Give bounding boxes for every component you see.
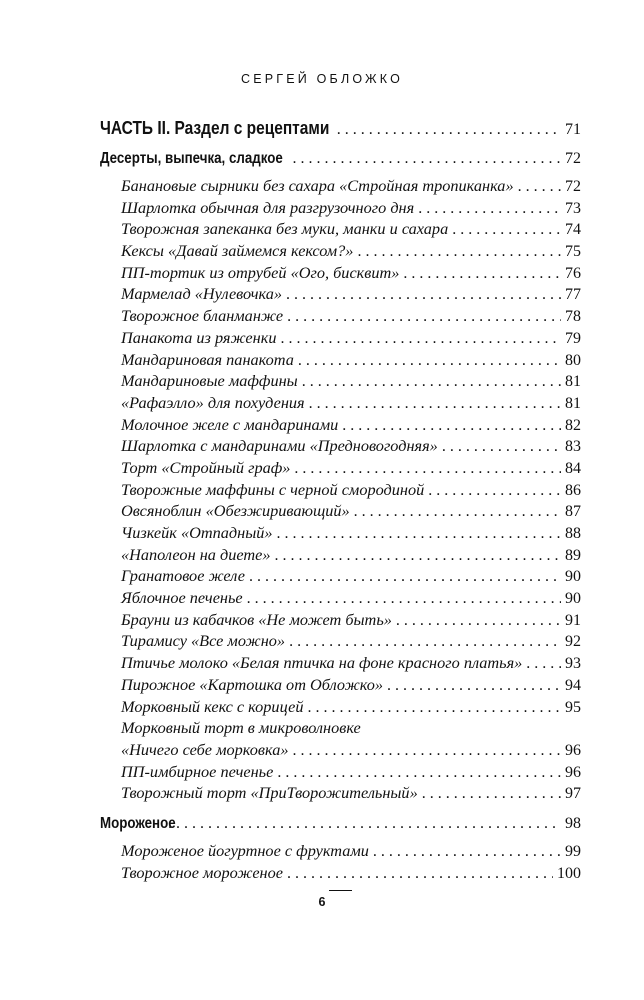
toc-entry[interactable] bbox=[100, 306, 581, 328]
leader-dots bbox=[287, 865, 553, 883]
leader-dots bbox=[287, 308, 561, 326]
toc-entry[interactable] bbox=[100, 545, 581, 567]
entry-title: Морковный торт в микроволновке bbox=[121, 718, 361, 738]
entry-page-number: 96 bbox=[565, 763, 581, 781]
entry-page-number: 73 bbox=[565, 199, 581, 217]
leader-dots bbox=[518, 178, 561, 196]
leader-dots bbox=[168, 815, 561, 833]
entry-title: ПП-имбирное печенье bbox=[121, 761, 274, 781]
entry-page-number: 83 bbox=[565, 438, 581, 456]
toc-entry[interactable] bbox=[100, 436, 581, 458]
entry-page-number: 81 bbox=[565, 373, 581, 391]
entry-title: Творожное бланманже bbox=[121, 306, 284, 326]
leader-dots bbox=[247, 590, 561, 608]
part-page-number: 71 bbox=[565, 121, 581, 138]
leader-dots bbox=[422, 785, 561, 803]
leader-dots bbox=[294, 460, 561, 478]
entry-page-number: 86 bbox=[565, 481, 581, 499]
entry-page-number: 89 bbox=[565, 546, 581, 564]
toc-entry[interactable] bbox=[100, 350, 581, 372]
entry-page-number: 80 bbox=[565, 351, 581, 369]
entry-page-number: 99 bbox=[565, 842, 581, 860]
leader-dots bbox=[452, 221, 561, 239]
leader-dots bbox=[428, 482, 561, 500]
toc-part-heading[interactable] bbox=[100, 118, 581, 146]
entry-title: Яблочное печенье bbox=[121, 588, 243, 608]
leader-dots bbox=[292, 742, 561, 760]
entry-title: «Рафаэлло» для похудения bbox=[121, 392, 305, 412]
leader-dots bbox=[337, 121, 561, 139]
leader-dots bbox=[286, 286, 561, 304]
entry-page-number: 88 bbox=[565, 525, 581, 542]
entry-page-number: 94 bbox=[565, 676, 581, 694]
section-page-number: 72 bbox=[565, 150, 581, 167]
toc-entry[interactable] bbox=[100, 393, 581, 415]
entry-title: Шарлотка обычная для разгрузочного дня bbox=[121, 197, 415, 217]
leader-dots bbox=[302, 373, 561, 391]
toc-entry[interactable] bbox=[100, 241, 581, 263]
entry-title: Брауни из кабачков «Не может быть» bbox=[121, 609, 392, 629]
footer-rule bbox=[329, 890, 352, 891]
entry-title: Овсяноблин «Обезжиривающий» bbox=[121, 501, 350, 521]
entry-page-number: 76 bbox=[565, 264, 581, 282]
toc-entry[interactable] bbox=[100, 501, 581, 523]
entry-title: Тирамису «Все можно» bbox=[121, 631, 286, 651]
part-title: ЧАСТЬ II. Раздел с рецептами bbox=[100, 118, 330, 138]
entry-title: Чизкейк «Отпадный» bbox=[121, 523, 273, 542]
toc-entry[interactable] bbox=[100, 697, 581, 719]
section-page-number: 98 bbox=[565, 814, 581, 832]
entry-page-number: 82 bbox=[565, 416, 581, 434]
entry-title: Творожное мороженое bbox=[121, 862, 284, 882]
leader-dots bbox=[309, 395, 561, 413]
toc-entry[interactable] bbox=[100, 263, 581, 285]
toc-sections bbox=[100, 150, 581, 884]
running-head: СЕРГЕЙ ОБЛОЖКО bbox=[240, 72, 404, 86]
entry-title: Морковный кекс с корицей bbox=[121, 696, 304, 716]
toc-entry[interactable] bbox=[100, 783, 581, 805]
entry-title: Творожный торт «ПриТворожительный» bbox=[121, 783, 418, 803]
toc-section-heading[interactable] bbox=[100, 815, 581, 841]
leader-dots bbox=[396, 612, 561, 630]
entry-title: «Ничего себе морковка» bbox=[121, 739, 289, 759]
entry-title: Творожные маффины с черной смородиной bbox=[121, 479, 425, 499]
entry-page-number: 92 bbox=[565, 633, 581, 651]
toc-entry[interactable] bbox=[100, 631, 581, 653]
toc-entry[interactable] bbox=[100, 718, 581, 740]
toc-entry[interactable] bbox=[100, 176, 581, 198]
entry-page-number: 74 bbox=[565, 221, 581, 239]
leader-dots bbox=[277, 525, 561, 543]
entry-page-number: 84 bbox=[565, 459, 581, 477]
entry-page-number: 90 bbox=[565, 568, 581, 586]
entry-title: Кексы «Давай займемся кексом?» bbox=[121, 241, 354, 261]
leader-dots bbox=[289, 633, 561, 651]
leader-dots bbox=[403, 265, 561, 283]
entry-page-number: 81 bbox=[565, 394, 581, 412]
leader-dots bbox=[354, 503, 561, 521]
leader-dots bbox=[293, 150, 561, 168]
entry-title: Панакота из ряженки bbox=[121, 327, 277, 347]
entry-page-number: 79 bbox=[565, 329, 581, 347]
entry-page-number: 93 bbox=[565, 655, 581, 673]
entry-page-number: 96 bbox=[565, 741, 581, 759]
entry-title: Шарлотка с мандаринами «Предновогодняя» bbox=[121, 436, 438, 456]
entry-title: Молочное желе с мандаринами bbox=[121, 414, 339, 434]
toc-entry[interactable] bbox=[100, 523, 581, 545]
entry-title: Мармелад «Нулевочка» bbox=[121, 284, 283, 304]
entry-page-number: 87 bbox=[565, 503, 581, 521]
entry-page-number: 95 bbox=[565, 698, 581, 716]
leader-dots bbox=[387, 677, 561, 695]
entry-page-number: 72 bbox=[565, 178, 581, 195]
toc-entry[interactable] bbox=[100, 588, 581, 610]
entry-title: Творожная запеканка без муки, манки и сахара bbox=[121, 219, 449, 239]
toc-entry[interactable] bbox=[100, 675, 581, 697]
toc-entry[interactable] bbox=[100, 863, 581, 885]
toc-entry[interactable] bbox=[100, 566, 581, 588]
leader-dots bbox=[373, 843, 561, 861]
entry-page-number: 100 bbox=[557, 864, 581, 882]
toc-entry[interactable] bbox=[100, 284, 581, 306]
entry-page-number: 97 bbox=[565, 785, 581, 803]
leader-dots bbox=[342, 417, 561, 435]
toc-entry[interactable] bbox=[100, 328, 581, 350]
toc-section-heading[interactable] bbox=[100, 150, 581, 176]
entry-title: Торт «Стройный граф» bbox=[121, 457, 291, 477]
toc-entry[interactable] bbox=[100, 371, 581, 393]
entry-title: Пирожное «Картошка от Обложко» bbox=[121, 674, 384, 694]
toc-entry[interactable] bbox=[100, 458, 581, 480]
leader-dots bbox=[418, 200, 561, 218]
toc-entry[interactable] bbox=[100, 762, 581, 784]
leader-dots bbox=[249, 568, 561, 586]
toc-entry[interactable] bbox=[100, 740, 581, 762]
toc-entry[interactable] bbox=[100, 480, 581, 502]
entry-page-number: 91 bbox=[565, 611, 581, 629]
entry-title: Мороженое йогуртное с фруктами bbox=[121, 840, 369, 860]
leader-dots bbox=[298, 352, 561, 370]
toc-entry[interactable] bbox=[100, 198, 581, 220]
toc-entry[interactable] bbox=[100, 415, 581, 437]
entry-page-number: 77 bbox=[565, 286, 581, 304]
table-of-contents bbox=[100, 118, 581, 884]
folio-page-number: 6 bbox=[318, 895, 326, 909]
section-gap bbox=[100, 805, 581, 815]
entry-title: «Наполеон на диете» bbox=[121, 544, 271, 564]
section-title: Десерты, выпечка, сладкое bbox=[100, 150, 283, 167]
toc-entry[interactable] bbox=[100, 610, 581, 632]
toc-entry[interactable] bbox=[100, 841, 581, 863]
leader-dots bbox=[275, 547, 561, 565]
leader-dots bbox=[526, 655, 561, 673]
entry-page-number: 78 bbox=[565, 308, 581, 326]
section-title: Мороженое bbox=[100, 814, 176, 832]
entry-page-number: 90 bbox=[565, 590, 581, 608]
leader-dots bbox=[277, 764, 561, 782]
leader-dots bbox=[357, 243, 561, 261]
leader-dots bbox=[280, 330, 561, 348]
toc-entry[interactable] bbox=[100, 219, 581, 241]
entry-title: Мандариновая панакота bbox=[121, 349, 294, 369]
entry-title: Мандариновые маффины bbox=[121, 371, 298, 391]
entry-page-number: 75 bbox=[565, 243, 581, 261]
leader-dots bbox=[308, 699, 562, 717]
toc-entry[interactable] bbox=[100, 653, 581, 675]
entry-title: Гранатовое желе bbox=[121, 566, 245, 586]
entry-title: ПП-тортик из отрубей «Ого, бисквит» bbox=[121, 262, 400, 282]
leader-dots bbox=[442, 438, 561, 456]
entry-title: Банановые сырники без сахара «Стройная тропиканка» bbox=[121, 176, 514, 195]
entry-title: Птичье молоко «Белая птичка на фоне красного платья» bbox=[121, 653, 523, 673]
